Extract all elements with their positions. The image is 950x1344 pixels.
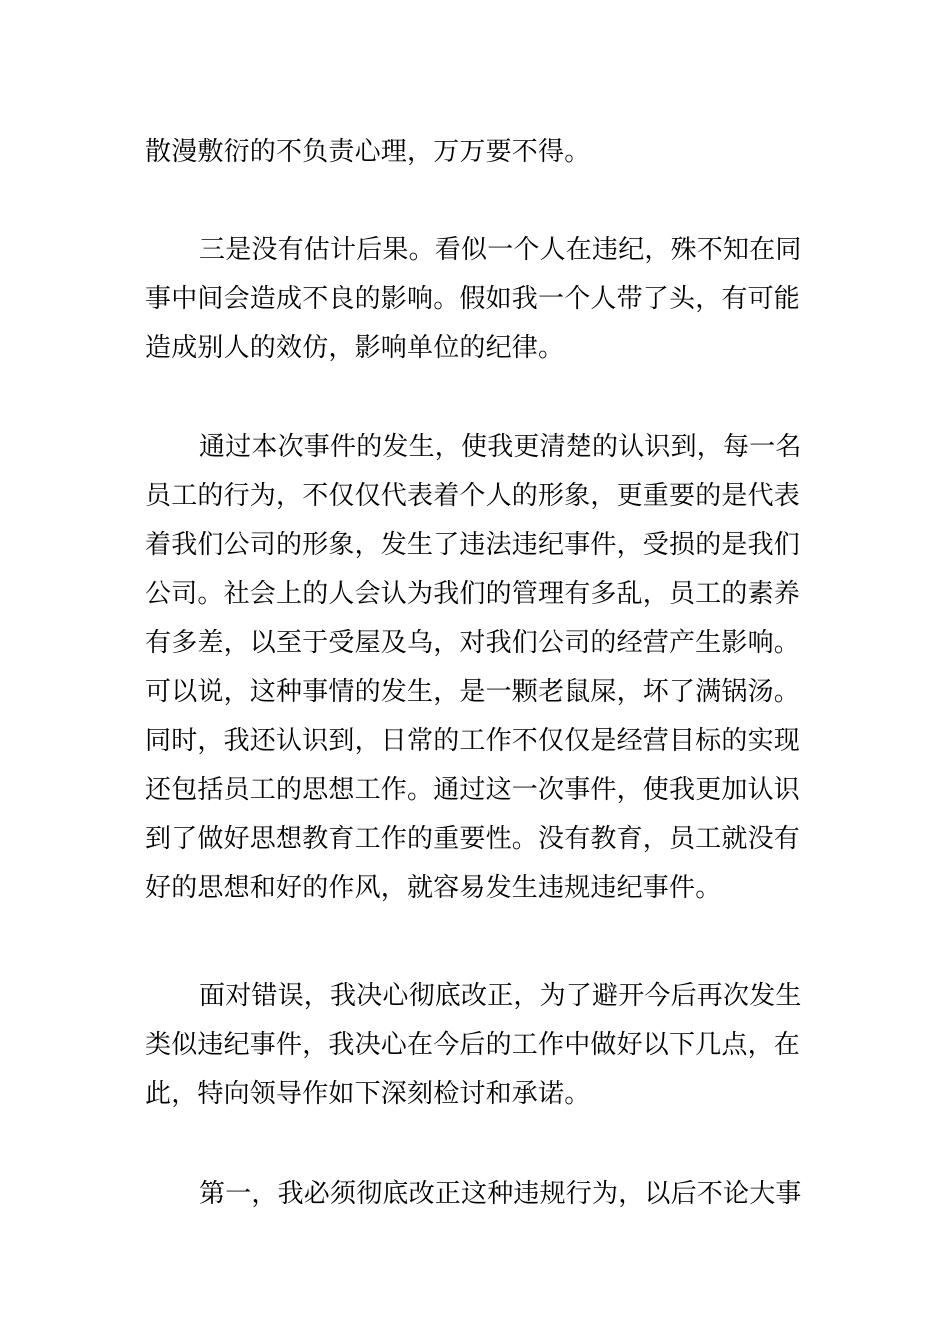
text-line: 好的思想和好的作风，就容易发生违规违纪事件。 — [145, 873, 722, 903]
paragraph-reflection — [145, 423, 810, 913]
paragraph-continuation — [145, 128, 810, 177]
text-line: 通过本次事件的发生，使我更清楚的认识到，每一名 — [199, 432, 802, 462]
text-line: 着我们公司的形象，发生了违法违纪事件，受损的是我们 — [145, 530, 801, 560]
text-line: 三是没有估计后果。看似一个人在违纪，殊不知在同 — [199, 235, 802, 265]
text-line: 类似违纪事件，我决心在今后的工作中做好以下几点，在 — [145, 1030, 801, 1060]
text-line: 公司。社会上的人会认为我们的管理有多乱，员工的素养 — [145, 579, 801, 609]
text-line: 还包括员工的思想工作。通过这一次事件，使我更加认识 — [145, 775, 801, 805]
text-line: 可以说，这种事情的发生，是一颗老鼠屎，坏了满锅汤。 — [145, 677, 801, 707]
paragraph-point-first — [145, 1170, 810, 1219]
text-line: 散漫敷衍的不负责心理，万万要不得。 — [145, 137, 591, 167]
text-line: 造成别人的效仿，影响单位的纪律。 — [145, 333, 565, 363]
text-line: 同时，我还认识到，日常的工作不仅仅是经营目标的实现 — [145, 726, 801, 756]
text-line: 第一，我必须彻底改正这种违规行为，以后不论大事 — [199, 1179, 802, 1209]
paragraph-commitment-intro — [145, 972, 810, 1119]
text-line: 面对错误，我决心彻底改正，为了避开今后再次发生 — [199, 981, 802, 1011]
text-line: 员工的行为，不仅仅代表着个人的形象，更重要的是代表 — [145, 481, 801, 511]
text-line: 事中间会造成不良的影响。假如我一个人带了头，有可能 — [145, 284, 801, 314]
text-line: 此，特向领导作如下深刻检讨和承诺。 — [145, 1079, 591, 1109]
paragraph-point-three — [145, 226, 810, 373]
text-line: 到了做好思想教育工作的重要性。没有教育，员工就没有 — [145, 824, 801, 854]
text-line: 有多差，以至于受屋及乌，对我们公司的经营产生影响。 — [145, 628, 801, 658]
